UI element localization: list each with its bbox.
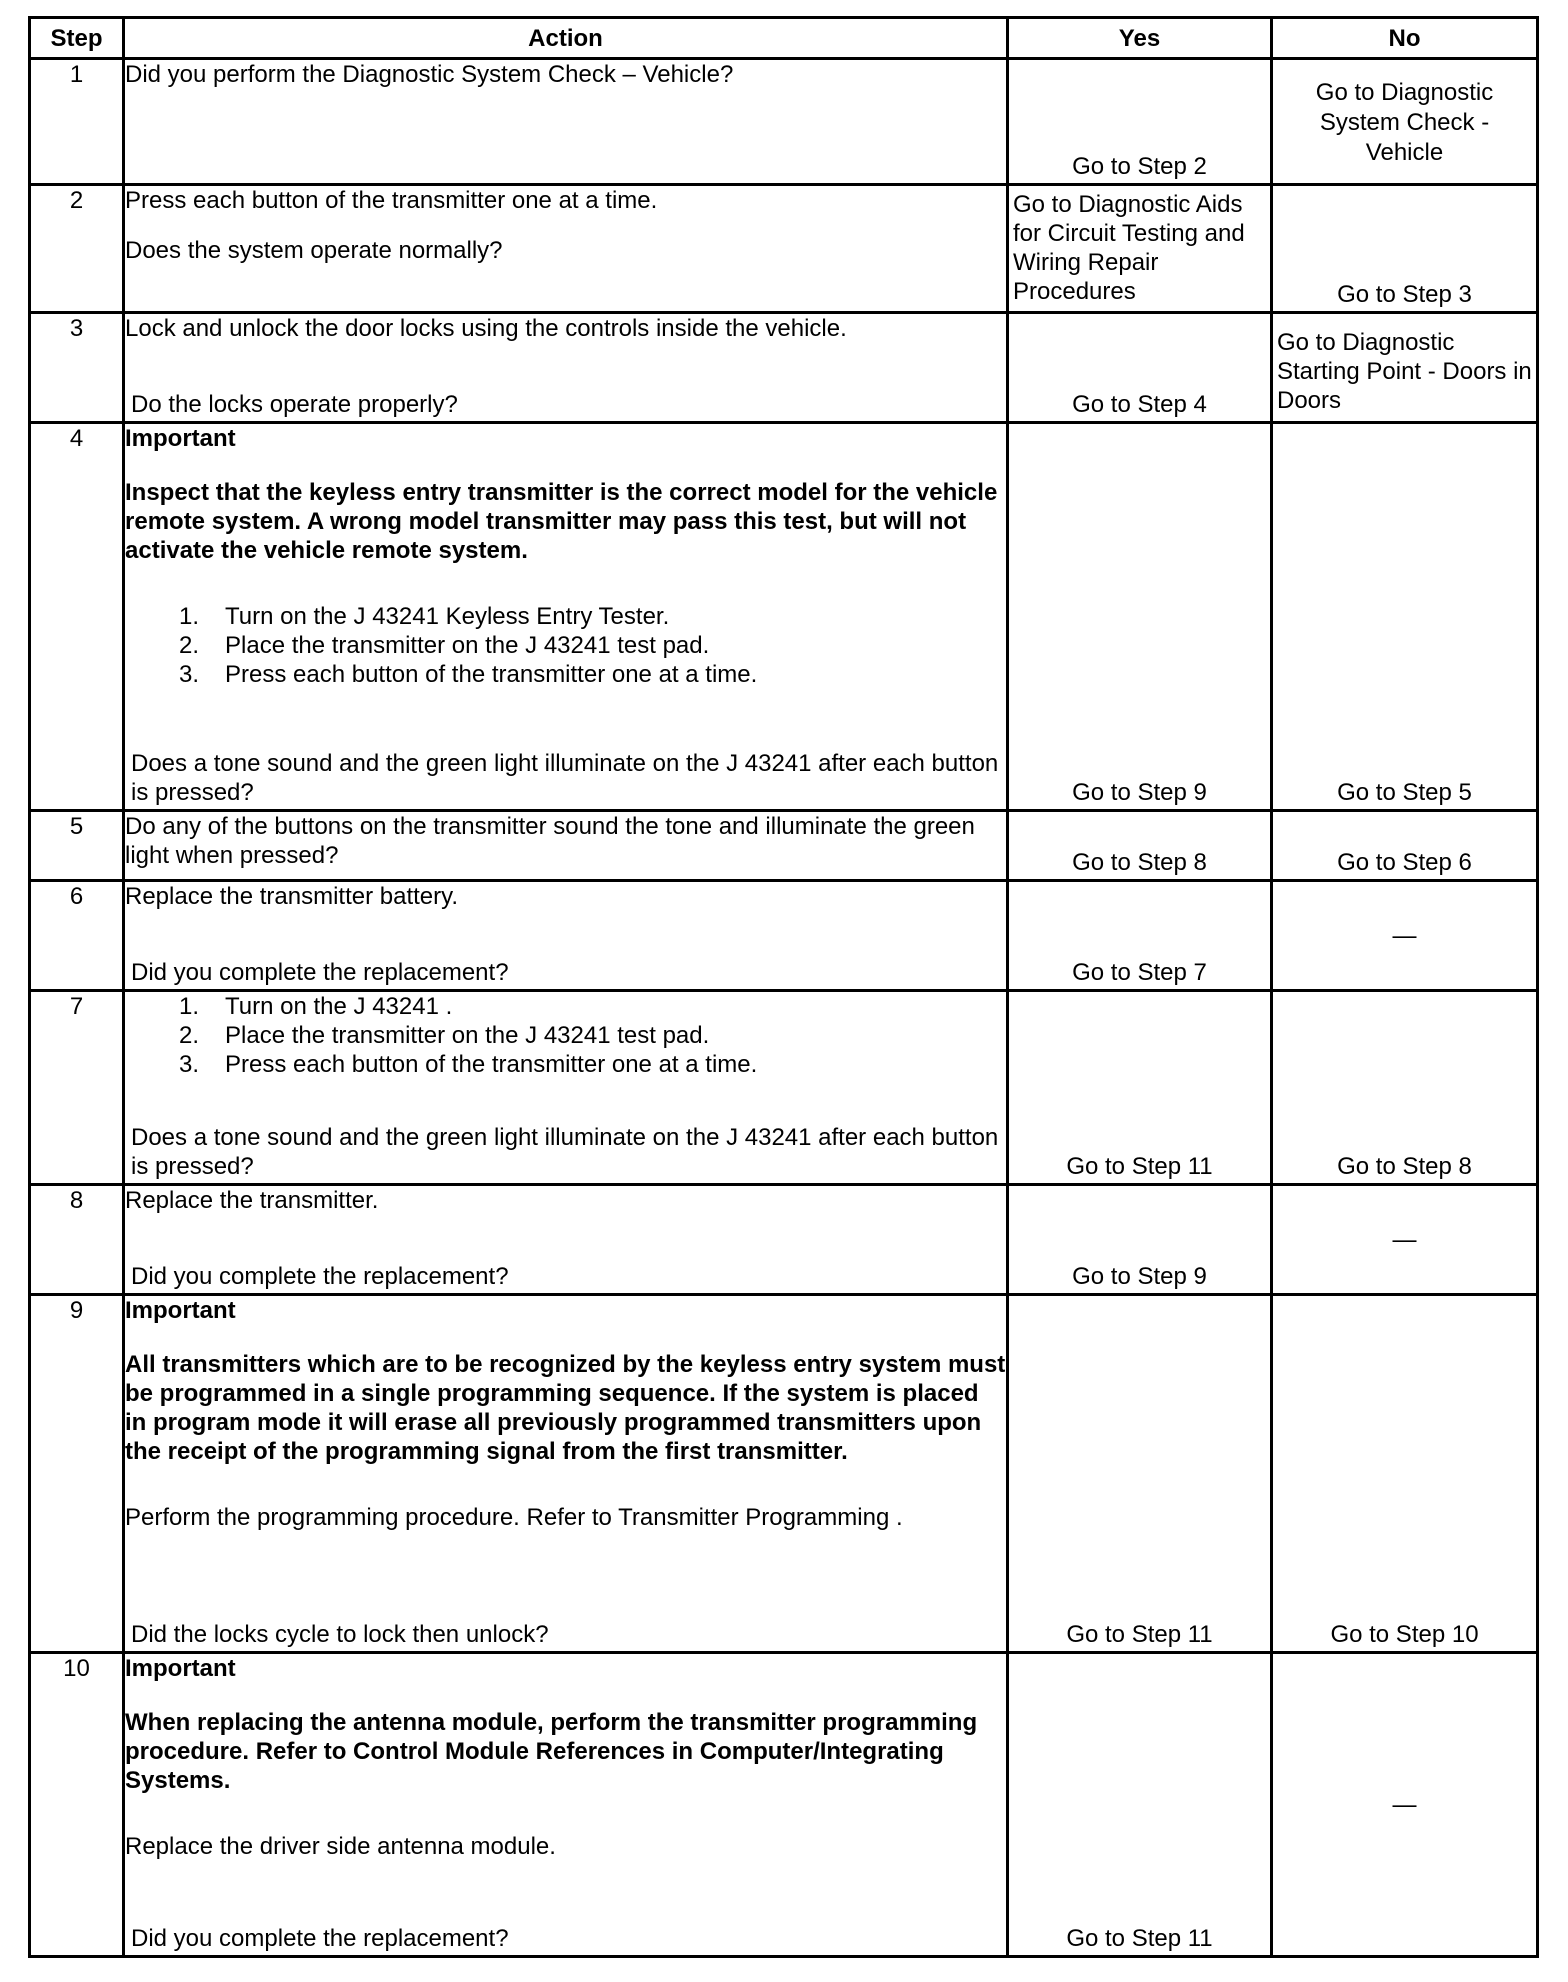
action-cell (124, 991, 1008, 1185)
table-row (30, 881, 1538, 991)
action-question: Do the locks operate properly? (131, 391, 458, 418)
no-link[interactable]: Go to Diagnostic Starting Point - Doors in Doors (1277, 329, 1532, 414)
yes-link[interactable]: Go to Step 9 (1072, 779, 1207, 806)
header-action: Action (124, 18, 1008, 59)
action-cell (124, 1653, 1008, 1957)
action-cell (124, 59, 1008, 185)
no-link[interactable]: Go to Step 10 (1330, 1621, 1479, 1648)
no-cell (1272, 185, 1538, 313)
step-number: 6 (30, 881, 124, 991)
header-step: Step (30, 18, 124, 59)
action-instruction: Replace the transmitter battery. (125, 883, 459, 910)
yes-link[interactable]: Go to Step 11 (1066, 1153, 1213, 1180)
action-question: Did you perform the Diagnostic System Check – Vehicle? (125, 61, 734, 88)
no-dash: — (1392, 1791, 1417, 1818)
step-number: 3 (30, 313, 124, 423)
important-text: When replacing the antenna module, perform the transmitter programming procedure. Refer to Control Module References in Computer/Integrating Systems. (125, 1709, 978, 1794)
no-cell (1272, 881, 1538, 991)
yes-cell (1008, 313, 1272, 423)
step-number: 5 (30, 811, 124, 881)
no-dash: — (1392, 1226, 1417, 1253)
action-instruction: Press each button of the transmitter one at a time. (125, 187, 658, 214)
important-label: Important (125, 425, 236, 452)
table-row (30, 1653, 1538, 1957)
table-row (30, 313, 1538, 423)
step-number: 8 (30, 1185, 124, 1295)
no-cell (1272, 423, 1538, 811)
action-question: Does a tone sound and the green light illuminate on the J 43241 after each button is pressed? (131, 1124, 999, 1180)
important-label: Important (125, 1297, 236, 1324)
list-item: 2. Place the transmitter on the J 43241 test pad. (178, 1022, 710, 1049)
table-row (30, 185, 1538, 313)
yes-cell (1008, 991, 1272, 1185)
list-item: 3. Press each button of the transmitter one at a time. (178, 661, 758, 688)
list-item: 1. Turn on the J 43241 Keyless Entry Tester. (178, 603, 670, 630)
header-yes: Yes (1008, 18, 1272, 59)
action-instruction: Replace the transmitter. (125, 1187, 379, 1214)
no-cell (1272, 1295, 1538, 1653)
action-question: Does the system operate normally? (125, 237, 503, 264)
no-cell (1272, 1185, 1538, 1295)
header-no: No (1272, 18, 1538, 59)
important-text: Inspect that the keyless entry transmitter is the correct model for the vehicle remote system. A wrong model transmitter may pass this test, but will not activate the vehicle remote system. (125, 479, 998, 564)
no-cell (1272, 313, 1538, 423)
yes-cell (1008, 1185, 1272, 1295)
no-cell (1272, 59, 1538, 185)
step-number: 9 (30, 1295, 124, 1653)
yes-link[interactable]: Go to Step 7 (1072, 959, 1207, 986)
no-link[interactable]: Go to Step 3 (1337, 281, 1472, 308)
yes-link[interactable]: Go to Step 9 (1072, 1263, 1207, 1290)
yes-cell (1008, 1295, 1272, 1653)
step-number: 10 (30, 1653, 124, 1957)
table-row (30, 423, 1538, 811)
action-cell (124, 313, 1008, 423)
action-question: Did you complete the replacement? (131, 1925, 509, 1952)
action-question: Did the locks cycle to lock then unlock? (131, 1621, 549, 1648)
step-number: 7 (30, 991, 124, 1185)
yes-link[interactable]: Go to Step 11 (1066, 1925, 1213, 1952)
action-cell (124, 1185, 1008, 1295)
important-text: All transmitters which are to be recognized by the keyless entry system must be programmed in a single programming sequence. If the system is placed in program mode it will erase all previously programmed transmitters upon the receipt of the programming signal from the first transmitter. (125, 1351, 1006, 1465)
yes-link[interactable]: Go to Step 2 (1072, 153, 1207, 180)
important-label: Important (125, 1655, 236, 1682)
yes-cell (1008, 59, 1272, 185)
procedure-list (125, 992, 1006, 1079)
action-cell (124, 185, 1008, 313)
action-instruction: Perform the programming procedure. Refer to Transmitter Programming . (125, 1504, 903, 1531)
yes-cell (1008, 881, 1272, 991)
action-cell (124, 423, 1008, 811)
list-item: 3. Press each button of the transmitter one at a time. (178, 1051, 758, 1078)
step-number: 4 (30, 423, 124, 811)
action-question: Did you complete the replacement? (131, 959, 509, 986)
no-cell (1272, 811, 1538, 881)
yes-link[interactable]: Go to Diagnostic Aids for Circuit Testing and Wiring Repair Procedures (1013, 191, 1245, 305)
action-cell (124, 881, 1008, 991)
no-cell (1272, 1653, 1538, 1957)
action-instruction: Replace the driver side antenna module. (125, 1833, 556, 1860)
table-row (30, 1295, 1538, 1653)
procedure-list (125, 602, 1006, 689)
list-item: 1. Turn on the J 43241 . (178, 993, 453, 1020)
yes-link[interactable]: Go to Step 4 (1072, 391, 1207, 418)
step-number: 1 (30, 59, 124, 185)
action-question: Do any of the buttons on the transmitter sound the tone and illuminate the green light when pressed? (125, 813, 975, 869)
action-question: Does a tone sound and the green light illuminate on the J 43241 after each button is pressed? (131, 750, 999, 806)
action-cell (124, 811, 1008, 881)
step-number: 2 (30, 185, 124, 313)
no-dash: — (1392, 922, 1417, 949)
table-row (30, 991, 1538, 1185)
no-link[interactable]: Go to Diagnostic System Check - Vehicle (1315, 79, 1494, 166)
list-item: 2. Place the transmitter on the J 43241 test pad. (178, 632, 710, 659)
diagnostic-table (28, 16, 1539, 1958)
no-link[interactable]: Go to Step 5 (1337, 779, 1472, 806)
yes-cell (1008, 811, 1272, 881)
no-cell (1272, 991, 1538, 1185)
action-instruction: Lock and unlock the door locks using the controls inside the vehicle. (125, 315, 847, 342)
no-link[interactable]: Go to Step 6 (1337, 849, 1472, 876)
yes-cell (1008, 1653, 1272, 1957)
action-cell (124, 1295, 1008, 1653)
table-row (30, 811, 1538, 881)
table-row (30, 1185, 1538, 1295)
no-link[interactable]: Go to Step 8 (1337, 1153, 1472, 1180)
yes-link[interactable]: Go to Step 8 (1072, 849, 1207, 876)
table-row (30, 59, 1538, 185)
yes-cell (1008, 185, 1272, 313)
yes-link[interactable]: Go to Step 11 (1066, 1621, 1213, 1648)
yes-cell (1008, 423, 1272, 811)
action-question: Did you complete the replacement? (131, 1263, 509, 1290)
header-row (30, 18, 1538, 59)
